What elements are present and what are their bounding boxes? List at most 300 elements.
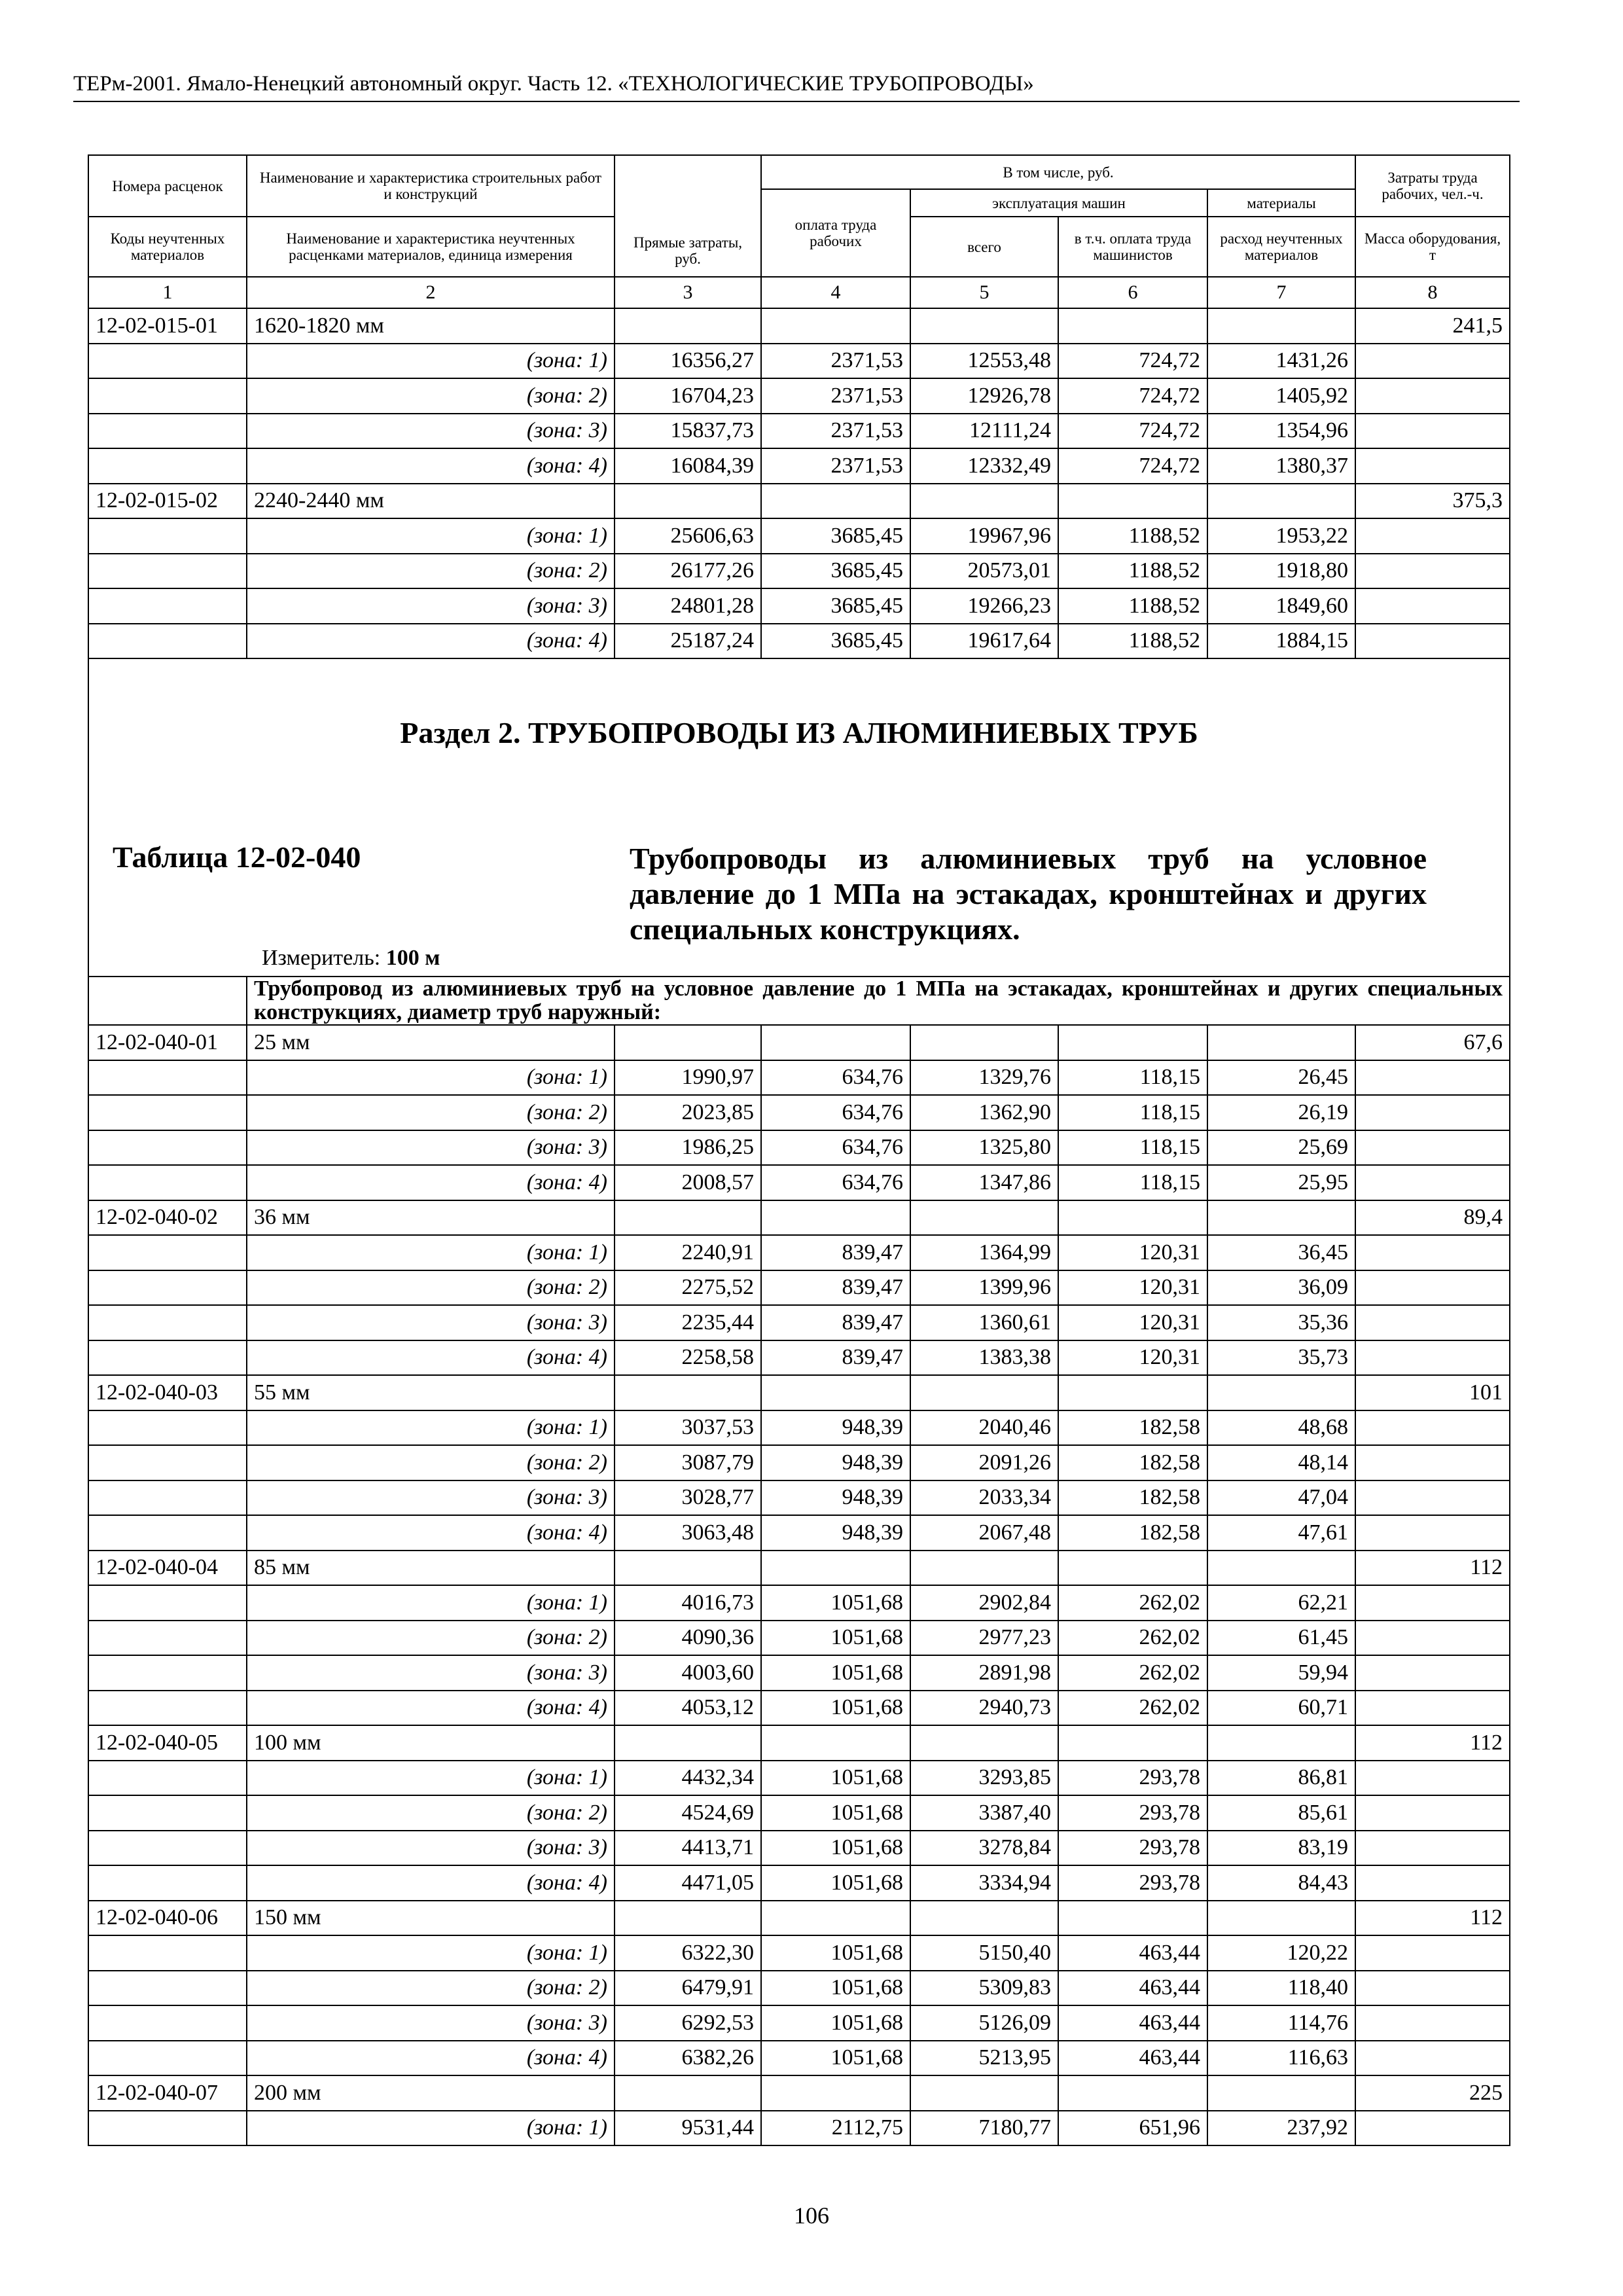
drivers-cost: 262,02 xyxy=(1058,1655,1207,1691)
empty-cell xyxy=(1355,588,1510,624)
empty-cell xyxy=(761,1200,910,1236)
direct-cost: 16704,23 xyxy=(615,378,761,414)
direct-cost: 3037,53 xyxy=(615,1410,761,1446)
zone-label: (зона: 2) xyxy=(247,1445,615,1480)
empty-cell xyxy=(1355,448,1510,484)
zone-row xyxy=(88,378,1510,414)
empty-cell xyxy=(1355,1270,1510,1306)
description-row xyxy=(88,977,1510,1025)
rate-name: 25 мм xyxy=(247,1025,615,1060)
wages-cost: 1051,68 xyxy=(761,1655,910,1691)
empty-cell xyxy=(1355,1340,1510,1376)
empty-cell xyxy=(761,1551,910,1586)
empty-cell xyxy=(88,554,247,589)
wages-cost: 1051,68 xyxy=(761,1761,910,1796)
wages-cost: 2371,53 xyxy=(761,378,910,414)
drivers-cost: 293,78 xyxy=(1058,1795,1207,1831)
machines-cost: 19266,23 xyxy=(910,588,1058,624)
direct-cost: 1990,97 xyxy=(615,1060,761,1096)
empty-cell xyxy=(1058,1375,1207,1410)
rate-code: 12-02-040-01 xyxy=(88,1025,247,1060)
drivers-header: в т.ч. оплата труда машинистов xyxy=(1058,217,1207,277)
direct-cost: 16084,39 xyxy=(615,448,761,484)
col-number: 3 xyxy=(615,277,761,308)
zone-label: (зона: 4) xyxy=(247,448,615,484)
unit-value: 100 м xyxy=(385,946,440,970)
empty-cell xyxy=(1355,414,1510,449)
machines-cost: 12332,49 xyxy=(910,448,1058,484)
wages-cost: 1051,68 xyxy=(761,1865,910,1901)
rate-code: 12-02-040-04 xyxy=(88,1551,247,1586)
direct-cost: 15837,73 xyxy=(615,414,761,449)
empty-cell xyxy=(910,1725,1058,1761)
materials-cost: 1354,96 xyxy=(1207,414,1355,449)
empty-cell xyxy=(1207,1025,1355,1060)
zone-label: (зона: 4) xyxy=(247,1865,615,1901)
materials-cost: 86,81 xyxy=(1207,1761,1355,1796)
rate-name: 200 мм xyxy=(247,2075,615,2111)
labor-cost: 112 xyxy=(1355,1551,1510,1586)
direct-cost: 2235,44 xyxy=(615,1305,761,1340)
materials-cost: 26,45 xyxy=(1207,1060,1355,1096)
zone-label: (зона: 3) xyxy=(247,1130,615,1166)
table-number: Таблица 12-02-040 xyxy=(113,840,361,874)
empty-cell xyxy=(1355,1971,1510,2006)
zone-label: (зона: 4) xyxy=(247,1691,615,1726)
zone-row xyxy=(88,1270,1510,1306)
machines-cost: 19617,64 xyxy=(910,624,1058,659)
col-number: 6 xyxy=(1058,277,1207,308)
empty-cell xyxy=(910,1200,1058,1236)
rate-row xyxy=(88,1551,1510,1586)
zone-row xyxy=(88,1585,1510,1621)
zone-row xyxy=(88,1095,1510,1130)
direct-cost: 16356,27 xyxy=(615,344,761,379)
machines-cost: 2067,48 xyxy=(910,1515,1058,1551)
empty-cell xyxy=(88,448,247,484)
direct-cost: 4053,12 xyxy=(615,1691,761,1726)
materials-cost: 59,94 xyxy=(1207,1655,1355,1691)
zone-row xyxy=(88,1865,1510,1901)
empty-cell xyxy=(761,484,910,519)
empty-cell xyxy=(88,1585,247,1621)
machines-cost: 1362,90 xyxy=(910,1095,1058,1130)
zone-row xyxy=(88,1831,1510,1866)
wages-cost: 1051,68 xyxy=(761,1621,910,1656)
empty-cell xyxy=(1355,1795,1510,1831)
empty-cell xyxy=(910,308,1058,344)
direct-cost: 2023,85 xyxy=(615,1095,761,1130)
wages-cost: 948,39 xyxy=(761,1410,910,1446)
zone-label: (зона: 1) xyxy=(247,1935,615,1971)
zone-label: (зона: 4) xyxy=(247,1515,615,1551)
materials-cost: 35,73 xyxy=(1207,1340,1355,1376)
zone-label: (зона: 2) xyxy=(247,1621,615,1656)
zone-row xyxy=(88,554,1510,589)
machines-cost: 3334,94 xyxy=(910,1865,1058,1901)
col8-header-top: Затраты труда рабочих, чел.-ч. xyxy=(1355,155,1510,217)
empty-cell xyxy=(88,1865,247,1901)
machines-header: эксплуатация машин xyxy=(910,189,1207,217)
wages-cost: 1051,68 xyxy=(761,1831,910,1866)
materials-cost: 1953,22 xyxy=(1207,518,1355,554)
materials-cost: 83,19 xyxy=(1207,1831,1355,1866)
empty-cell xyxy=(615,1025,761,1060)
empty-cell xyxy=(615,1200,761,1236)
direct-cost: 4090,36 xyxy=(615,1621,761,1656)
zone-row xyxy=(88,588,1510,624)
drivers-cost: 182,58 xyxy=(1058,1480,1207,1516)
drivers-cost: 724,72 xyxy=(1058,448,1207,484)
materials-header: материалы xyxy=(1207,189,1355,217)
zone-row xyxy=(88,448,1510,484)
empty-cell xyxy=(1355,1935,1510,1971)
zone-label: (зона: 4) xyxy=(247,1165,615,1200)
wages-cost: 948,39 xyxy=(761,1480,910,1516)
machines-cost: 19967,96 xyxy=(910,518,1058,554)
empty-cell xyxy=(88,1130,247,1166)
zone-row xyxy=(88,1655,1510,1691)
zone-label: (зона: 2) xyxy=(247,1270,615,1306)
rate-row xyxy=(88,308,1510,344)
wages-cost: 2371,53 xyxy=(761,448,910,484)
empty-cell xyxy=(1207,484,1355,519)
direct-cost: 4524,69 xyxy=(615,1795,761,1831)
machines-cost: 5213,95 xyxy=(910,2041,1058,2076)
rate-row xyxy=(88,1200,1510,1236)
col2-header: Наименование и характеристика строительных работ и конструкций xyxy=(247,155,615,217)
empty-cell xyxy=(1355,1165,1510,1200)
col1-subheader: Коды неучтенных материалов xyxy=(88,217,247,277)
empty-cell xyxy=(1355,2111,1510,2146)
rate-code: 12-02-040-05 xyxy=(88,1725,247,1761)
empty-cell xyxy=(761,2075,910,2111)
zone-label: (зона: 4) xyxy=(247,624,615,659)
running-header: ТЕРм-2001. Ямало-Ненецкий автономный округ. Часть 12. «ТЕХНОЛОГИЧЕСКИЕ ТРУБОПРОВОДЫ» xyxy=(73,71,1520,102)
empty-cell xyxy=(88,1060,247,1096)
drivers-cost: 182,58 xyxy=(1058,1410,1207,1446)
wages-cost: 3685,45 xyxy=(761,554,910,589)
total-header: всего xyxy=(910,217,1058,277)
zone-row xyxy=(88,624,1510,659)
empty-cell xyxy=(910,2075,1058,2111)
empty-cell xyxy=(88,1795,247,1831)
zone-label: (зона: 1) xyxy=(247,2111,615,2146)
machines-cost: 1347,86 xyxy=(910,1165,1058,1200)
materials-cost: 1884,15 xyxy=(1207,624,1355,659)
empty-cell xyxy=(88,1340,247,1376)
zone-row xyxy=(88,1305,1510,1340)
rate-name: 150 мм xyxy=(247,1901,615,1936)
empty-cell xyxy=(1355,1831,1510,1866)
labor-cost: 241,5 xyxy=(1355,308,1510,344)
drivers-cost: 118,15 xyxy=(1058,1060,1207,1096)
direct-cost: 4432,34 xyxy=(615,1761,761,1796)
wages-cost: 3685,45 xyxy=(761,518,910,554)
direct-cost: 3087,79 xyxy=(615,1445,761,1480)
empty-cell xyxy=(1058,2075,1207,2111)
materials-cost: 25,69 xyxy=(1207,1130,1355,1166)
drivers-cost: 1188,52 xyxy=(1058,554,1207,589)
materials-cost: 61,45 xyxy=(1207,1621,1355,1656)
direct-cost: 4413,71 xyxy=(615,1831,761,1866)
empty-cell xyxy=(88,1691,247,1726)
materials-cost: 48,68 xyxy=(1207,1410,1355,1446)
empty-cell xyxy=(1355,1865,1510,1901)
empty-cell xyxy=(88,1235,247,1270)
rate-row xyxy=(88,1901,1510,1936)
drivers-cost: 118,15 xyxy=(1058,1165,1207,1200)
drivers-cost: 182,58 xyxy=(1058,1445,1207,1480)
zone-label: (зона: 1) xyxy=(247,1235,615,1270)
rate-code: 12-02-040-03 xyxy=(88,1375,247,1410)
drivers-cost: 724,72 xyxy=(1058,414,1207,449)
empty-cell xyxy=(88,624,247,659)
zone-label: (зона: 4) xyxy=(247,2041,615,2076)
zone-label: (зона: 1) xyxy=(247,1060,615,1096)
direct-cost: 25606,63 xyxy=(615,518,761,554)
drivers-cost: 724,72 xyxy=(1058,378,1207,414)
empty-cell xyxy=(1355,1655,1510,1691)
wages-cost: 1051,68 xyxy=(761,1585,910,1621)
labor-cost: 112 xyxy=(1355,1901,1510,1936)
direct-cost: 1986,25 xyxy=(615,1130,761,1166)
machines-cost: 5309,83 xyxy=(910,1971,1058,2006)
empty-cell xyxy=(1058,1725,1207,1761)
direct-cost: 2275,52 xyxy=(615,1270,761,1306)
empty-cell xyxy=(88,2041,247,2076)
empty-cell xyxy=(910,484,1058,519)
rate-name: 85 мм xyxy=(247,1551,615,1586)
empty-cell xyxy=(1355,518,1510,554)
section-block xyxy=(88,658,1510,977)
wages-cost: 839,47 xyxy=(761,1340,910,1376)
empty-cell xyxy=(1355,1410,1510,1446)
direct-cost: 6322,30 xyxy=(615,1935,761,1971)
machines-cost: 12553,48 xyxy=(910,344,1058,379)
empty-cell xyxy=(88,2005,247,2041)
rate-row xyxy=(88,1725,1510,1761)
rate-name: 2240-2440 мм xyxy=(247,484,615,519)
drivers-cost: 262,02 xyxy=(1058,1585,1207,1621)
empty-cell xyxy=(615,1375,761,1410)
wages-cost: 1051,68 xyxy=(761,1691,910,1726)
machines-cost: 3387,40 xyxy=(910,1795,1058,1831)
zone-label: (зона: 3) xyxy=(247,588,615,624)
incl-header: В том числе, руб. xyxy=(761,155,1355,189)
drivers-cost: 1188,52 xyxy=(1058,588,1207,624)
empty-cell xyxy=(88,378,247,414)
zone-label: (зона: 2) xyxy=(247,1795,615,1831)
wages-cost: 634,76 xyxy=(761,1060,910,1096)
rate-name: 1620-1820 мм xyxy=(247,308,615,344)
empty-cell xyxy=(1058,1200,1207,1236)
drivers-cost: 651,96 xyxy=(1058,2111,1207,2146)
direct-cost: 6479,91 xyxy=(615,1971,761,2006)
zone-row xyxy=(88,1761,1510,1796)
col8-header-bottom: Масса оборудования, т xyxy=(1355,217,1510,277)
direct-cost: 3028,77 xyxy=(615,1480,761,1516)
materials-cost: 116,63 xyxy=(1207,2041,1355,2076)
empty-cell xyxy=(1355,378,1510,414)
machines-cost: 1325,80 xyxy=(910,1130,1058,1166)
machines-cost: 2940,73 xyxy=(910,1691,1058,1726)
rate-code: 12-02-015-02 xyxy=(88,484,247,519)
zone-label: (зона: 1) xyxy=(247,344,615,379)
empty-cell xyxy=(1207,1375,1355,1410)
drivers-cost: 1188,52 xyxy=(1058,624,1207,659)
machines-cost: 12926,78 xyxy=(910,378,1058,414)
empty-cell xyxy=(1207,1200,1355,1236)
drivers-cost: 293,78 xyxy=(1058,1761,1207,1796)
wages-cost: 634,76 xyxy=(761,1130,910,1166)
machines-cost: 2902,84 xyxy=(910,1585,1058,1621)
empty-cell xyxy=(1058,1901,1207,1936)
zone-row xyxy=(88,344,1510,379)
empty-cell xyxy=(88,588,247,624)
materials-sub-header: расход неучтенных материалов xyxy=(1207,217,1355,277)
zone-label: (зона: 2) xyxy=(247,554,615,589)
machines-cost: 7180,77 xyxy=(910,2111,1058,2146)
col-number: 1 xyxy=(88,277,247,308)
labor-cost: 101 xyxy=(1355,1375,1510,1410)
rate-name: 36 мм xyxy=(247,1200,615,1236)
empty-cell xyxy=(1207,1901,1355,1936)
page-number: 106 xyxy=(794,2202,829,2229)
empty-cell xyxy=(1355,1480,1510,1516)
empty-cell xyxy=(1355,1585,1510,1621)
col-number: 4 xyxy=(761,277,910,308)
empty-cell xyxy=(1355,2041,1510,2076)
wages-cost: 1051,68 xyxy=(761,1935,910,1971)
drivers-cost: 463,44 xyxy=(1058,2041,1207,2076)
wages-cost: 634,76 xyxy=(761,1165,910,1200)
machines-cost: 2977,23 xyxy=(910,1621,1058,1656)
rate-row xyxy=(88,1025,1510,1060)
empty-cell xyxy=(1355,554,1510,589)
materials-cost: 48,14 xyxy=(1207,1445,1355,1480)
drivers-cost: 724,72 xyxy=(1058,344,1207,379)
drivers-cost: 118,15 xyxy=(1058,1095,1207,1130)
zone-row xyxy=(88,1445,1510,1480)
empty-cell xyxy=(88,1480,247,1516)
direct-cost: 4003,60 xyxy=(615,1655,761,1691)
unit-label: Измеритель: xyxy=(262,946,381,970)
materials-cost: 118,40 xyxy=(1207,1971,1355,2006)
drivers-cost: 463,44 xyxy=(1058,1971,1207,2006)
zone-label: (зона: 2) xyxy=(247,1971,615,2006)
wages-header: оплата труда рабочих xyxy=(761,189,910,277)
empty-cell xyxy=(761,1375,910,1410)
wages-cost: 948,39 xyxy=(761,1445,910,1480)
empty-cell xyxy=(1058,1551,1207,1586)
zone-row xyxy=(88,1410,1510,1446)
empty-cell xyxy=(1355,1445,1510,1480)
col2-subheader: Наименование и характеристика неучтенных расценками материалов, единица измерения xyxy=(247,217,615,277)
empty-cell xyxy=(1355,1761,1510,1796)
drivers-cost: 463,44 xyxy=(1058,1935,1207,1971)
zone-label: (зона: 1) xyxy=(247,1761,615,1796)
empty-cell xyxy=(88,1445,247,1480)
empty-cell xyxy=(1355,1235,1510,1270)
col-number: 8 xyxy=(1355,277,1510,308)
empty-cell xyxy=(761,1901,910,1936)
zone-label: (зона: 4) xyxy=(247,1340,615,1376)
zone-row xyxy=(88,1971,1510,2006)
zone-label: (зона: 3) xyxy=(247,1655,615,1691)
drivers-cost: 120,31 xyxy=(1058,1340,1207,1376)
machines-cost: 3278,84 xyxy=(910,1831,1058,1866)
col-number: 2 xyxy=(247,277,615,308)
materials-cost: 36,45 xyxy=(1207,1235,1355,1270)
rate-code: 12-02-040-06 xyxy=(88,1901,247,1936)
materials-cost: 26,19 xyxy=(1207,1095,1355,1130)
machines-cost: 5150,40 xyxy=(910,1935,1058,1971)
drivers-cost: 118,15 xyxy=(1058,1130,1207,1166)
direct-cost: 2258,58 xyxy=(615,1340,761,1376)
empty-cell xyxy=(615,1551,761,1586)
materials-cost: 114,76 xyxy=(1207,2005,1355,2041)
col1-header: Номера расценок xyxy=(88,155,247,217)
zone-row xyxy=(88,2005,1510,2041)
machines-cost: 1364,99 xyxy=(910,1235,1058,1270)
zone-row xyxy=(88,414,1510,449)
rate-code: 12-02-040-02 xyxy=(88,1200,247,1236)
zone-label: (зона: 1) xyxy=(247,518,615,554)
empty-cell xyxy=(1207,308,1355,344)
empty-cell xyxy=(88,977,247,1025)
zone-row xyxy=(88,1340,1510,1376)
drivers-cost: 120,31 xyxy=(1058,1270,1207,1306)
empty-cell xyxy=(1058,308,1207,344)
wages-cost: 839,47 xyxy=(761,1235,910,1270)
machines-cost: 2040,46 xyxy=(910,1410,1058,1446)
empty-cell xyxy=(615,484,761,519)
materials-cost: 60,71 xyxy=(1207,1691,1355,1726)
machines-cost: 2091,26 xyxy=(910,1445,1058,1480)
zone-row xyxy=(88,1691,1510,1726)
empty-cell xyxy=(1058,484,1207,519)
machines-cost: 1360,61 xyxy=(910,1305,1058,1340)
zone-label: (зона: 3) xyxy=(247,1480,615,1516)
labor-cost: 112 xyxy=(1355,1725,1510,1761)
drivers-cost: 120,31 xyxy=(1058,1305,1207,1340)
zone-row xyxy=(88,1165,1510,1200)
labor-cost: 225 xyxy=(1355,2075,1510,2111)
empty-cell xyxy=(615,1901,761,1936)
machines-cost: 20573,01 xyxy=(910,554,1058,589)
empty-cell xyxy=(761,1025,910,1060)
drivers-cost: 262,02 xyxy=(1058,1691,1207,1726)
rate-name: 55 мм xyxy=(247,1375,615,1410)
zone-label: (зона: 3) xyxy=(247,414,615,449)
zone-label: (зона: 3) xyxy=(247,1831,615,1866)
drivers-cost: 262,02 xyxy=(1058,1621,1207,1656)
machines-cost: 12111,24 xyxy=(910,414,1058,449)
drivers-cost: 463,44 xyxy=(1058,2005,1207,2041)
rate-row xyxy=(88,484,1510,519)
labor-cost: 67,6 xyxy=(1355,1025,1510,1060)
zone-row xyxy=(88,1795,1510,1831)
empty-cell xyxy=(88,1971,247,2006)
zone-label: (зона: 2) xyxy=(247,1095,615,1130)
direct-cost: 2240,91 xyxy=(615,1235,761,1270)
drivers-cost: 120,31 xyxy=(1058,1235,1207,1270)
empty-cell xyxy=(88,1410,247,1446)
direct-cost: 9531,44 xyxy=(615,2111,761,2146)
direct-cost: 2008,57 xyxy=(615,1165,761,1200)
zone-row xyxy=(88,1935,1510,1971)
